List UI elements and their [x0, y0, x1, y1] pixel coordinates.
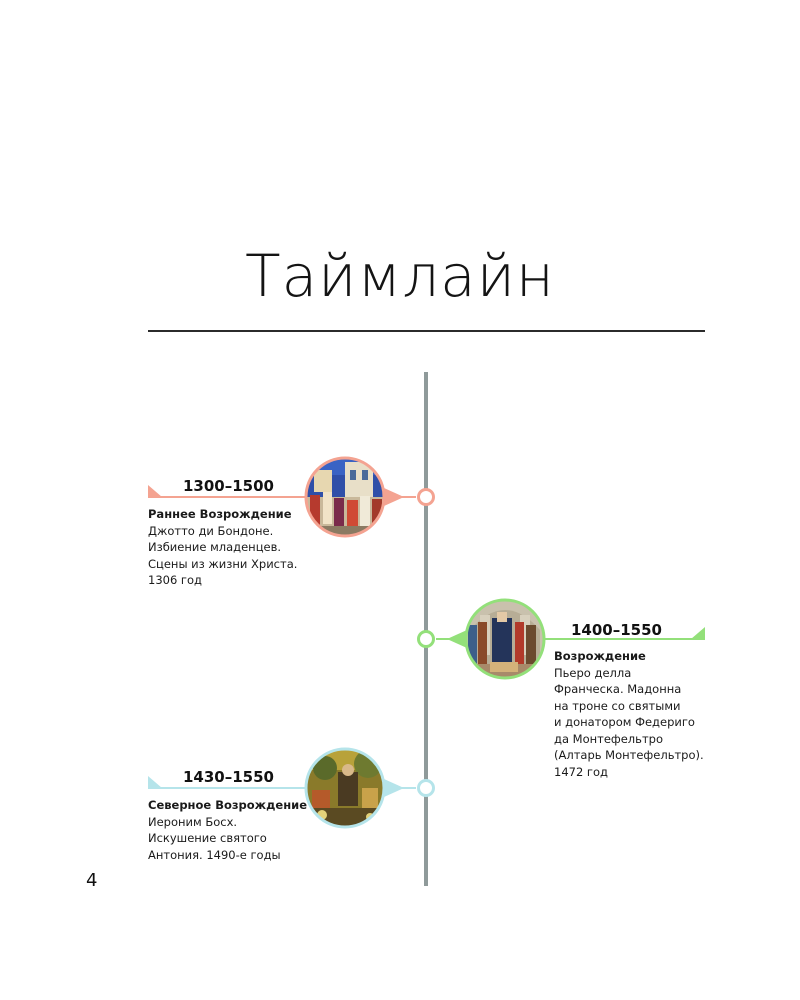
entry-3-title: Северное Возрождение: [148, 798, 308, 812]
entry-2-caption: [554, 648, 714, 780]
entry-1-title: Раннее Возрождение: [148, 507, 292, 521]
entry-2-node: [419, 632, 434, 647]
entry-1-pointer: [384, 488, 404, 506]
entry-1-flag: [148, 485, 162, 497]
entry-2-description: Пьеро делла Франческа. Мадонна на троне со святыми и донатором Федериго да Монтефельтро (Алтарь Монтефельтро). 1472 год: [554, 665, 704, 779]
entry-3-node: [419, 781, 434, 796]
page-number: 4: [86, 870, 98, 891]
entry-3-caption: [148, 797, 318, 863]
entry-2-pointer: [447, 630, 467, 648]
entry-3-pointer: [384, 779, 404, 797]
entry-2-flag: [691, 627, 705, 639]
entry-1-caption: [148, 506, 318, 589]
entry-1-node: [419, 490, 434, 505]
entry-3-dates: 1430–1550: [183, 768, 274, 786]
entry-2-dates: 1400–1550: [571, 621, 662, 639]
entry-3-flag: [148, 776, 162, 788]
entry-1-dates: 1300–1500: [183, 477, 274, 495]
entry-2-title: Возрождение: [554, 649, 646, 663]
entry-3-description: Иероним Босх. Искушение святого Антония. 1490-е годы: [148, 814, 281, 862]
entry-1-description: Джотто ди Бондоне. Избиение младенцев. Сцены из жизни Христа. 1306 год: [148, 523, 298, 587]
page-title: Таймлайн: [245, 242, 555, 310]
